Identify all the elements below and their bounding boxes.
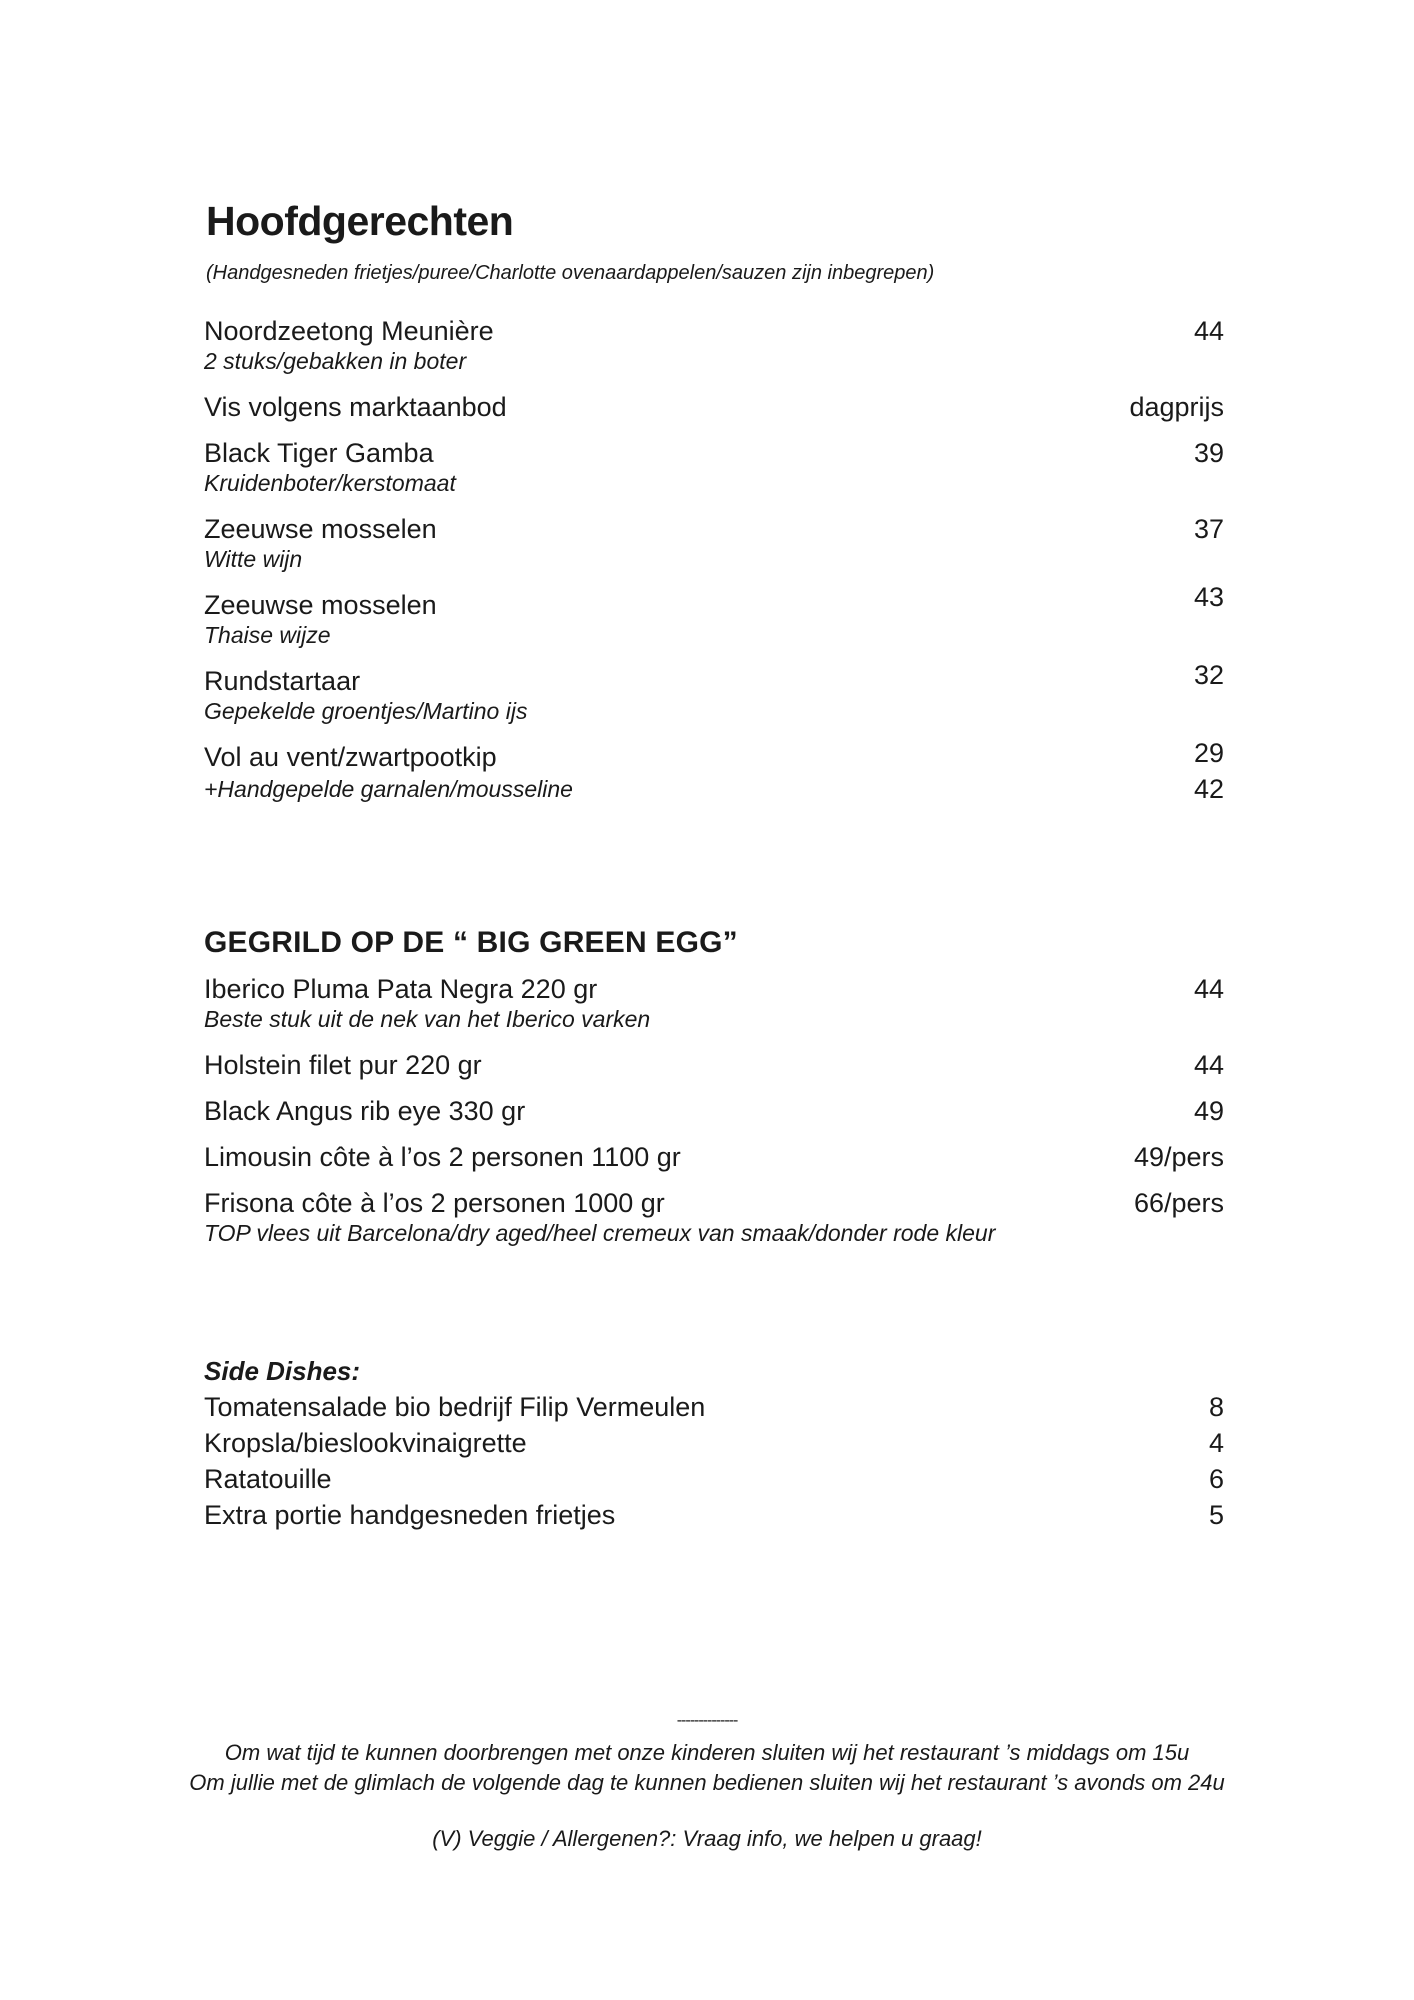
item-name: Zeeuwse mosselen [204,590,437,620]
item-name: Iberico Pluma Pata Negra 220 gr [204,974,598,1004]
item-description: Gepekelde groentjes/Martino ijs [204,698,528,724]
item-price: 32 [1193,660,1224,690]
menu-item [204,1188,1224,1247]
side-dish-item [204,1392,1224,1428]
item-name: Zeeuwse mosselen [204,514,437,544]
item-price: 37 [1193,514,1224,544]
side-dish-item [204,1428,1224,1464]
side-dishes-title: Side Dishes: [204,1356,361,1386]
item-price: 6 [1208,1464,1224,1494]
menu-item [204,582,1224,649]
footer-note-hours-evening: Om jullie met de glimlach de volgende dag te kunnen bedienen sluiten wij het restaurant ’s avonds om 24u [189,1770,1225,1795]
item-name: Vis volgens marktaanbod [204,392,507,422]
item-price: 39 [1193,438,1224,468]
item-name: Rundstartaar [204,666,361,696]
item-price: 5 [1208,1500,1224,1530]
item-price: dagprijs [1129,392,1224,422]
menu-item [204,438,1224,497]
item-price-alt: 42 [1193,774,1224,804]
item-name: Vol au vent/zwartpootkip [204,742,497,772]
item-price: 4 [1208,1428,1224,1458]
menu-item [204,392,1224,426]
grill-section-title: GEGRILD OP DE “ BIG GREEN EGG” [204,926,738,959]
item-description: TOP vlees uit Barcelona/dry aged/heel cremeux van smaak/donder rode kleur [204,1220,996,1246]
item-description: Kruidenboter/kerstomaat [204,470,456,496]
menu-item [204,316,1224,375]
item-name: Black Tiger Gamba [204,438,434,468]
menu-item [204,738,1224,806]
item-price: 43 [1193,582,1224,612]
item-name: Kropsla/bieslookvinaigrette [204,1428,527,1458]
item-name: Limousin côte à l’os 2 personen 1100 gr [204,1142,681,1172]
item-price: 49 [1193,1096,1224,1126]
item-price: 44 [1193,316,1224,346]
menu-item [204,974,1224,1033]
item-price: 44 [1193,1050,1224,1080]
main-courses-subtitle: (Handgesneden frietjes/puree/Charlotte ovenaardappelen/sauzen zijn inbegrepen) [206,262,935,284]
item-name: Extra portie handgesneden frietjes [204,1500,616,1530]
item-price: 44 [1193,974,1224,1004]
menu-item [204,1096,1224,1130]
menu-item [204,514,1224,573]
side-dish-item [204,1500,1224,1536]
footer-divider: -------------- [676,1712,738,1729]
item-price: 29 [1193,738,1224,768]
item-name: Holstein filet pur 220 gr [204,1050,482,1080]
item-name: Noordzeetong Meunière [204,316,494,346]
item-description: Thaise wijze [204,622,331,648]
item-price: 8 [1208,1392,1224,1422]
side-dish-item [204,1464,1224,1500]
item-name: Ratatouille [204,1464,332,1494]
menu-item [204,1142,1224,1176]
footer-note-allergens: (V) Veggie / Allergenen?: Vraag info, we helpen u graag! [432,1826,982,1851]
menu-item [204,660,1224,725]
footer-note-hours-noon: Om wat tijd te kunnen doorbrengen met onze kinderen sluiten wij het restaurant ’s middags om 15u [224,1740,1190,1765]
main-courses-title: Hoofdgerechten [206,198,514,244]
item-description: Witte wijn [204,546,303,572]
item-price: 66/pers [1133,1188,1224,1218]
item-description: 2 stuks/gebakken in boter [204,348,467,374]
item-description: +Handgepelde garnalen/mousseline [204,776,573,802]
item-name: Frisona côte à l’os 2 personen 1000 gr [204,1188,665,1218]
item-price: 49/pers [1133,1142,1224,1172]
menu-item [204,1050,1224,1084]
item-name: Black Angus rib eye 330 gr [204,1096,526,1126]
item-description: Beste stuk uit de nek van het Iberico varken [204,1006,651,1032]
item-name: Tomatensalade bio bedrijf Filip Vermeulen [204,1392,706,1422]
